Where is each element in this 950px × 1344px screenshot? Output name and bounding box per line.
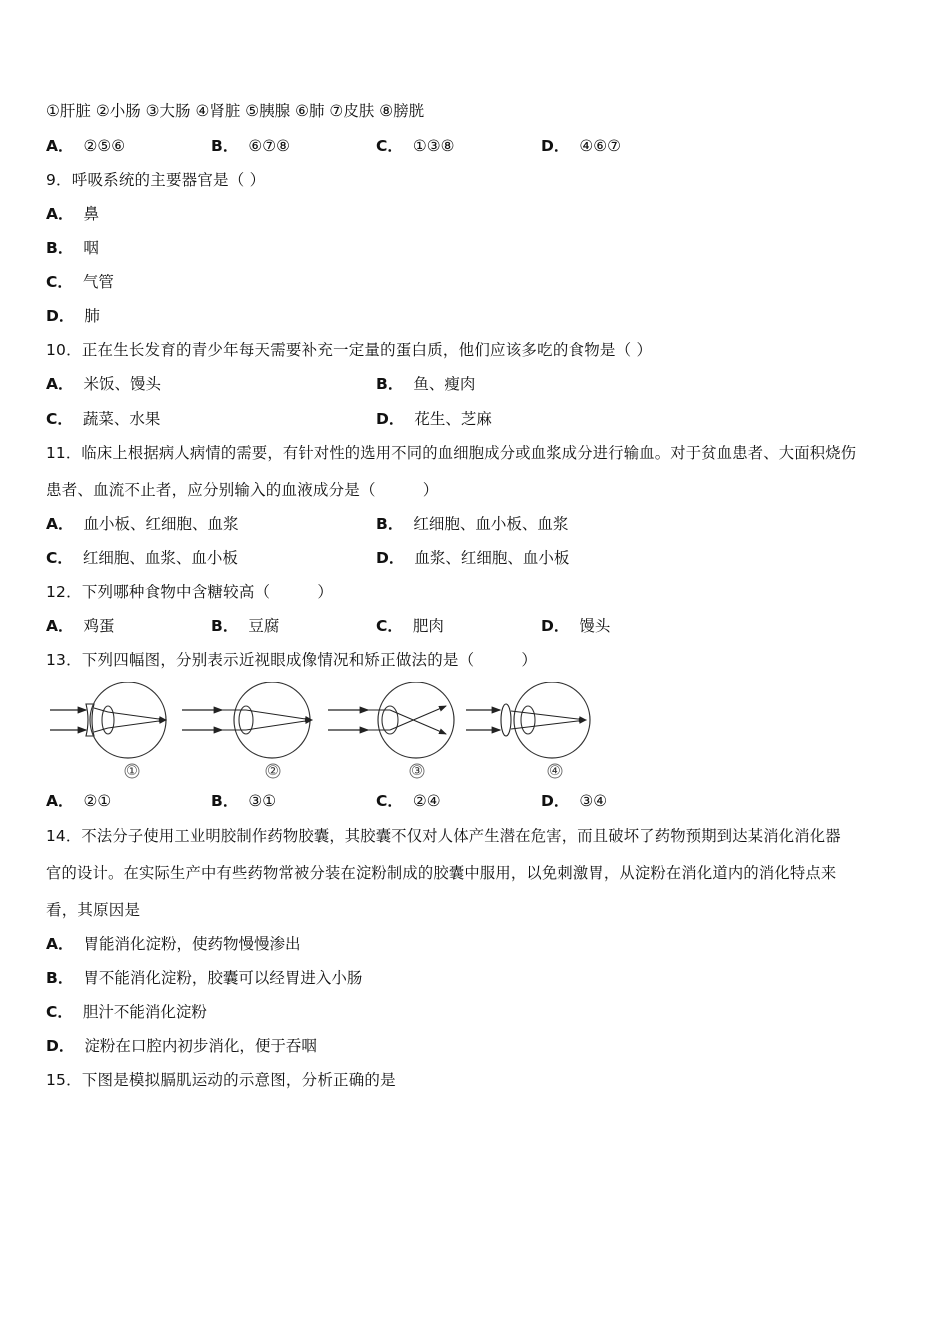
q11-option-d: D． 血浆、红细胞、血小板 — [376, 549, 570, 567]
figure-label-4: ④ — [549, 764, 561, 779]
eye-diagram-4 — [466, 682, 590, 779]
q12-option-b: B． 豆腐 — [211, 617, 280, 635]
figure-label-3: ③ — [411, 764, 423, 779]
question-10-stem: 10．正在生长发育的青少年每天需要补充一定量的蛋白质，他们应该多吃的食物是（ ） — [46, 341, 653, 359]
question-14-stem-line3: 看，其原因是 — [46, 901, 141, 919]
eye-diagram-2 — [182, 682, 312, 779]
question-9-stem: 9．呼吸系统的主要器官是（ ） — [46, 171, 266, 189]
q13-option-b: B． ③① — [211, 792, 277, 810]
q14-option-a: A． 胃能消化淀粉，使药物慢慢渗出 — [46, 935, 301, 953]
question-13-stem: 13．下列四幅图，分别表示近视眼成像情况和矫正做法的是（ ） — [46, 651, 538, 669]
q8-option-b: B． ⑥⑦⑧ — [211, 137, 291, 155]
figure-label-2: ② — [267, 764, 279, 779]
q10-option-d: D． 花生、芝麻 — [376, 410, 492, 428]
eye-diagram-1 — [50, 682, 166, 779]
q9-option-b: B． 咽 — [46, 239, 99, 257]
q12-option-a: A． 鸡蛋 — [46, 617, 115, 635]
question-14-stem-line2: 官的设计。在实际生产中有些药物常被分装在淀粉制成的胶囊中服用，以免刺激胃，从淀粉在消化道内的消化特点来 — [46, 864, 837, 882]
q14-option-c: C． 胆汁不能消化淀粉 — [46, 1003, 207, 1021]
q12-option-c: C． 肥肉 — [376, 617, 444, 635]
eye-diagram-3 — [328, 682, 454, 779]
question-14-stem-line1: 14．不法分子使用工业明胶制作药物胶囊，其胶囊不仅对人体产生潜在危害，而且破坏了药物预期到达某消化消化器 — [46, 827, 841, 845]
q9-option-a: A． 鼻 — [46, 205, 100, 223]
eye-diagrams-figure — [46, 682, 606, 782]
figure-label-1: ① — [126, 764, 138, 779]
question-12-stem: 12．下列哪种食物中含糖较高（ ） — [46, 583, 334, 601]
q12-option-d: D． 馒头 — [541, 617, 611, 635]
q10-option-a: A． 米饭、馒头 — [46, 375, 162, 393]
convex-lens-icon — [501, 704, 511, 736]
q11-option-c: C． 红细胞、血浆、血小板 — [46, 549, 238, 567]
q11-option-a: A． 血小板、红细胞、血浆 — [46, 515, 239, 533]
q14-option-b: B． 胃不能消化淀粉，胶囊可以经胃进入小肠 — [46, 969, 363, 987]
q8-option-c: C． ①③⑧ — [376, 137, 455, 155]
q8-option-d: D． ④⑥⑦ — [541, 137, 622, 155]
q8-option-a: A． ②⑤⑥ — [46, 137, 126, 155]
question-15-stem: 15．下图是模拟膈肌运动的示意图，分析正确的是 — [46, 1071, 396, 1089]
q13-option-d: D． ③④ — [541, 792, 608, 810]
q13-option-a: A． ②① — [46, 792, 112, 810]
q14-option-d: D． 淀粉在口腔内初步消化，便于吞咽 — [46, 1037, 317, 1055]
q10-option-c: C． 蔬菜、水果 — [46, 410, 161, 428]
q10-option-b: B． 鱼、瘦肉 — [376, 375, 476, 393]
question-11-stem-line1: 11．临床上根据病人病情的需要，有针对性的选用不同的血细胞成分或血浆成分进行输血。对于贫血患者、大面积烧伤 — [46, 444, 857, 462]
question-11-stem-line2: 患者、血流不止者，应分别输入的血液成分是（ ） — [46, 481, 439, 499]
question-8-item-list: ①肝脏 ②小肠 ③大肠 ④肾脏 ⑤胰腺 ⑥肺 ⑦皮肤 ⑧膀胱 — [46, 102, 425, 120]
q13-option-c: C． ②④ — [376, 792, 441, 810]
q11-option-b: B． 红细胞、血小板、血浆 — [376, 515, 569, 533]
q9-option-d: D． 肺 — [46, 307, 100, 325]
q9-option-c: C． 气管 — [46, 273, 114, 291]
